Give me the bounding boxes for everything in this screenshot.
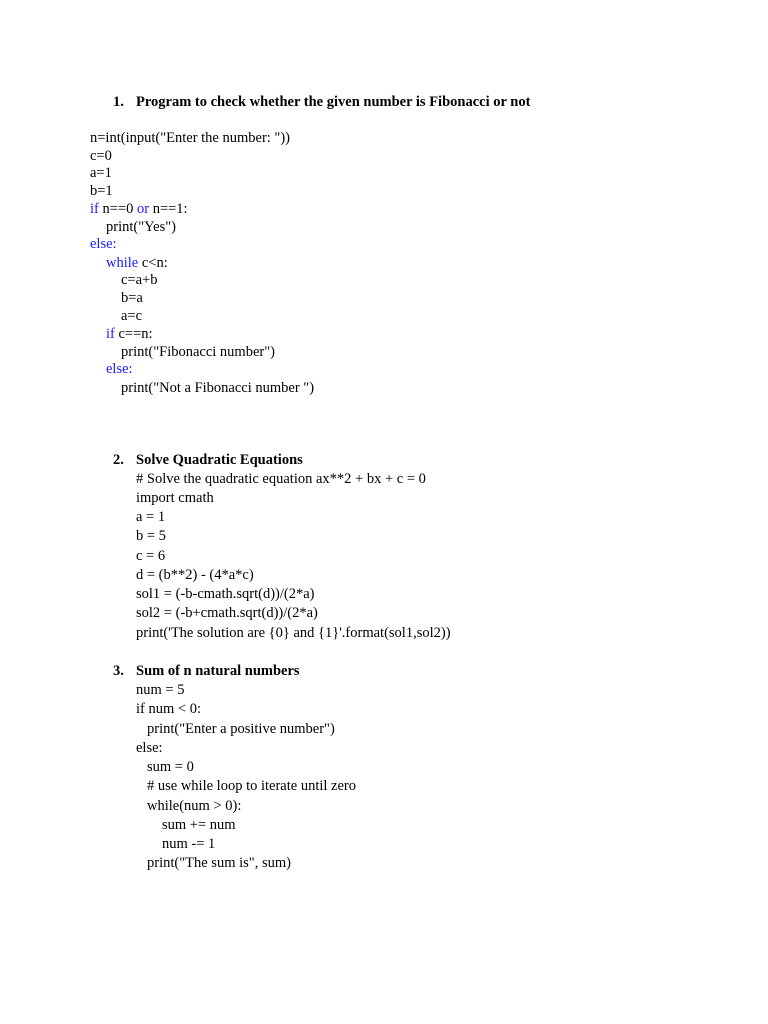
keyword: or (136, 201, 150, 217)
code-line (106, 254, 168, 272)
code-line: c = 6 (136, 548, 166, 564)
keyword: if (106, 326, 115, 342)
code-line: print("Enter a positive number") (147, 721, 335, 737)
code-line (106, 325, 153, 343)
section-2-title: Solve Quadratic Equations (136, 452, 303, 468)
keyword: else: (90, 236, 117, 252)
code-text: n==0 (98, 201, 137, 217)
code-line: # Solve the quadratic equation ax**2 + bx + c = 0 (136, 471, 426, 487)
section-1-number: 1. (113, 94, 124, 110)
section-2-number: 2. (113, 452, 124, 468)
code-line: sum = 0 (147, 759, 194, 775)
code-line: n=int(input("Enter the number: ")) (90, 130, 291, 146)
code-line: else: (136, 740, 163, 756)
code-line: b=a (121, 290, 143, 306)
code-line: # use while loop to iterate until zero (147, 778, 356, 794)
code-line: a = 1 (136, 509, 166, 525)
code-text: c<n: (138, 255, 168, 271)
code-line: c=a+b (121, 272, 158, 288)
code-line: if num < 0: (136, 701, 201, 717)
code-text: c==n: (114, 326, 153, 342)
code-line: d = (b**2) - (4*a*c) (136, 567, 254, 583)
code-line: while(num > 0): (147, 798, 242, 814)
code-line: print("Yes") (106, 219, 176, 235)
code-line: num -= 1 (162, 836, 216, 852)
keyword: if (90, 201, 99, 217)
code-line: print("Not a Fibonacci number ") (121, 380, 315, 396)
code-line: a=c (121, 308, 143, 324)
code-line: a=1 (90, 165, 112, 181)
code-line: sum += num (162, 817, 236, 833)
code-line (90, 235, 117, 253)
code-line: num = 5 (136, 682, 185, 698)
code-line: sol2 = (-b+cmath.sqrt(d))/(2*a) (136, 605, 318, 621)
code-line: sol1 = (-b-cmath.sqrt(d))/(2*a) (136, 586, 315, 602)
code-line: print("Fibonacci number") (121, 344, 275, 360)
section-3-title: Sum of n natural numbers (136, 663, 300, 679)
code-line: b=1 (90, 183, 113, 199)
keyword: else: (106, 361, 133, 377)
code-line: b = 5 (136, 528, 166, 544)
section-1-title: Program to check whether the given number is Fibonacci or not (136, 94, 531, 110)
section-3-number: 3. (113, 663, 124, 679)
code-line: import cmath (136, 490, 214, 506)
keyword: while (106, 255, 139, 271)
code-text: n==1: (149, 201, 188, 217)
code-line (90, 200, 188, 218)
code-line: print("The sum is", sum) (147, 855, 291, 871)
code-line: c=0 (90, 148, 112, 164)
code-line: print('The solution are {0} and {1}'.format(sol1,sol2)) (136, 625, 451, 641)
code-line (106, 360, 133, 378)
